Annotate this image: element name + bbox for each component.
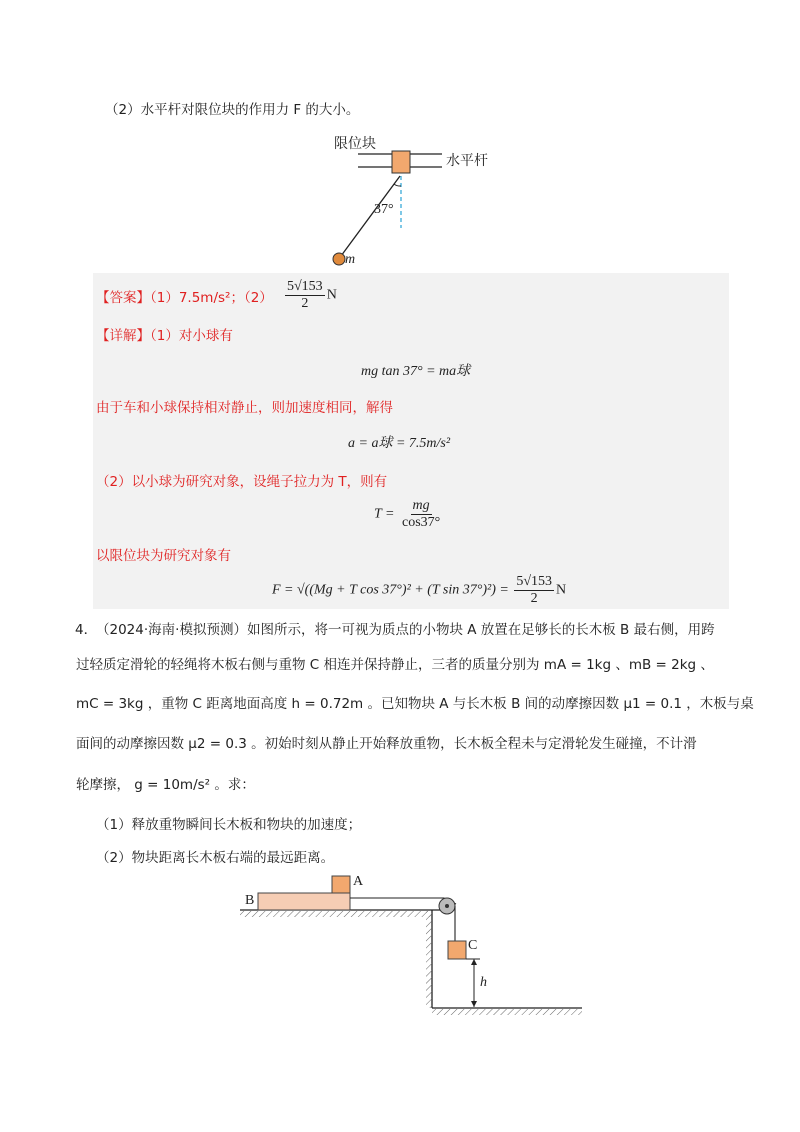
question-4-line-1: （2024·海南·模拟预测）如图所示，将一可视为质点的小物块 A 放置在足够长的长木板 B 最右侧，用跨 bbox=[96, 622, 715, 638]
equation-3-denominator: cos37° bbox=[401, 515, 441, 530]
question-4-line-4: 面间的动摩擦因数 μ2 = 0.3 。初始时刻从静止开始释放重物，长木板全程未与定滑轮发生碰撞，不计滑 bbox=[76, 736, 697, 752]
detail-line-1 bbox=[96, 326, 233, 346]
angle-label: 37° bbox=[374, 202, 394, 217]
detail-part-1: （1）对小球有 bbox=[150, 328, 233, 344]
question-3-part-2: （2）水平杆对限位块的作用力 F 的大小。 bbox=[105, 102, 360, 118]
height-arrow-bottom bbox=[471, 1001, 477, 1007]
equation-4-numerator: 5√153 bbox=[516, 574, 553, 589]
answer-fraction bbox=[283, 279, 337, 312]
answer-numerator: 5√153 bbox=[287, 279, 323, 294]
ball bbox=[333, 253, 345, 265]
equation-3-numerator: mg bbox=[412, 498, 430, 513]
block-label: 限位块 bbox=[334, 136, 376, 152]
rod-label: 水平杆 bbox=[446, 153, 488, 169]
equation-4-unit: N bbox=[556, 582, 567, 598]
equation-4 bbox=[272, 574, 566, 607]
answer-tag: 【答案】 bbox=[96, 290, 150, 306]
detail-line-3: （2）以小球为研究对象，设绳子拉力为 T，则有 bbox=[96, 474, 388, 490]
height-arrow-top bbox=[471, 959, 477, 965]
block-c bbox=[448, 941, 466, 959]
equation-4-denominator: 2 bbox=[530, 591, 538, 606]
figure-pulley-system bbox=[230, 868, 590, 1018]
block-a bbox=[332, 876, 350, 893]
detail-line-4: 以限位块为研究对象有 bbox=[96, 548, 231, 564]
pulley-axle bbox=[445, 904, 449, 908]
answer-unit: N bbox=[326, 287, 337, 303]
question-4-number: 4． bbox=[75, 622, 98, 638]
mass-label: m bbox=[345, 252, 356, 267]
angle-arc bbox=[394, 184, 401, 186]
table-side-hatch bbox=[426, 911, 432, 1008]
answer-denominator: 2 bbox=[301, 296, 309, 311]
limit-block bbox=[392, 151, 410, 173]
label-h: h bbox=[480, 975, 487, 990]
detail-tag: 【详解】 bbox=[96, 328, 150, 344]
question-4-sub-1: （1）释放重物瞬间长木板和物块的加速度； bbox=[96, 817, 362, 833]
label-a: A bbox=[353, 874, 364, 889]
equation-2: a = a球 = 7.5m/s² bbox=[348, 436, 451, 451]
equation-4-lhs: F = √((Mg + T cos 37°)² + (T sin 37°)²) = bbox=[272, 582, 509, 598]
detail-line-2: 由于车和小球保持相对静止，则加速度相同，解得 bbox=[96, 400, 393, 416]
equation-1: mg tan 37° = ma球 bbox=[361, 364, 471, 379]
equation-3-lhs: T = bbox=[374, 506, 395, 522]
answer-line bbox=[96, 288, 273, 308]
equation-3 bbox=[374, 498, 444, 531]
answer-part-1: （1）7.5m/s²；（2） bbox=[150, 290, 273, 306]
ground-hatch bbox=[432, 1009, 582, 1015]
question-4-line-5: 轮摩擦， g = 10m/s² 。求： bbox=[76, 777, 255, 793]
label-c: C bbox=[468, 938, 478, 953]
table-hatch bbox=[240, 911, 432, 917]
label-b: B bbox=[245, 893, 255, 908]
question-4-line-2: 过轻质定滑轮的轻绳将木板右侧与重物 C 相连并保持静止，三者的质量分别为 mA = 1kg 、mB = 2kg 、 bbox=[76, 657, 714, 673]
question-4-sub-2: （2）物块距离长木板右端的最远距离。 bbox=[96, 850, 335, 866]
question-4-line-3: mC = 3kg ，重物 C 距离地面高度 h = 0.72m 。已知物块 A 与长木板 B 间的动摩擦因数 μ1 = 0.1 ，木板与桌 bbox=[76, 696, 754, 712]
board-b bbox=[258, 893, 350, 910]
